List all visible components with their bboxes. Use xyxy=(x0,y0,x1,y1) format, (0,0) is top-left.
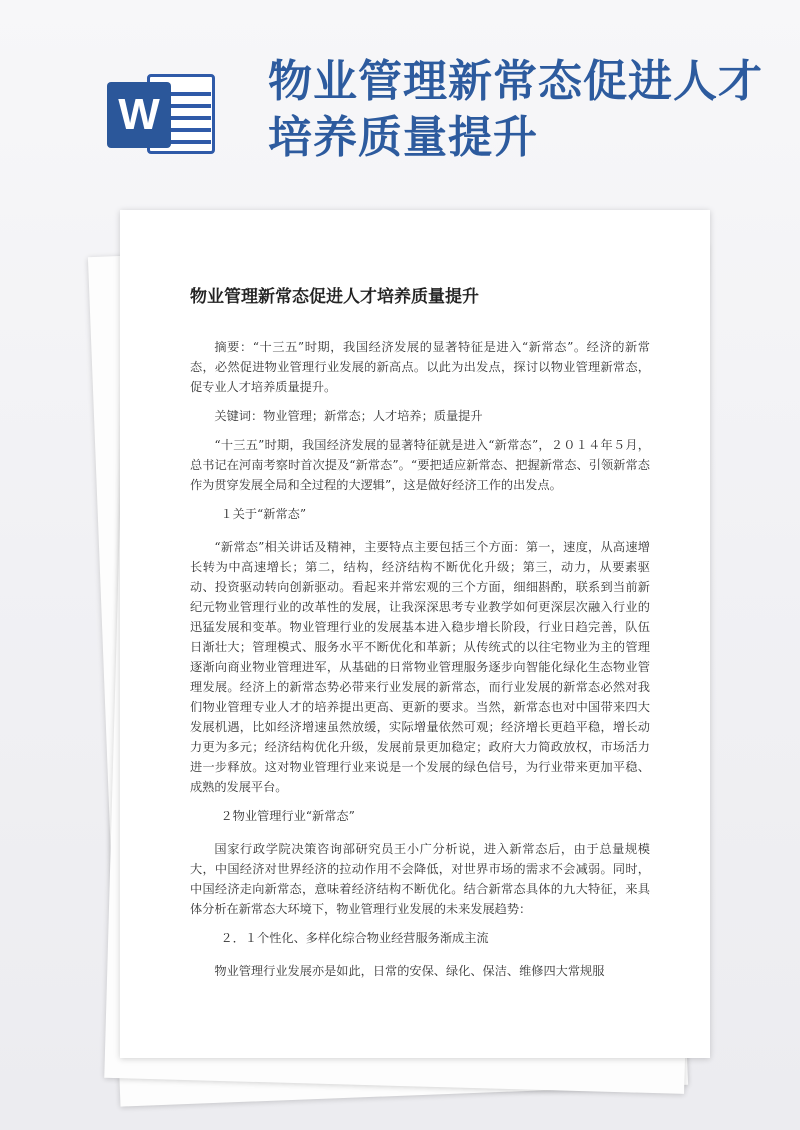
word-logo-icon xyxy=(107,66,219,162)
intro-paragraph: “十三五”时期，我国经济发展的显著特征就是进入“新常态”，２０１４年５月，总书记在河南考察时首次提及“新常态”。“要把适应新常态、把握新常态、引领新常态作为贯穿发展全局和全过程的大逻辑”，这是做好经济工作的出发点。 xyxy=(190,438,650,492)
section-paragraph: 物业管理行业发展亦是如此，日常的安保、绿化、保洁、维修四大常规服 xyxy=(214,964,605,978)
section-paragraph: 国家行政学院决策咨询部研究员王小广分析说，进入新常态后，由于总量规模大，中国经济对世界经济的拉动作用不会降低，对世界市场的需求不会减弱。同时，中国经济走向新常态，意味着经济结构不断优化。结合新常态具体的九大特征，来具体分析在新常态大环境下，物业管理行业发展的未来发展趋势： xyxy=(190,842,650,916)
section-heading: ２物业管理行业“新常态” xyxy=(220,809,355,823)
abstract-paragraph: 摘要：“十三五”时期，我国经济发展的显著特征是进入“新常态”。经济的新常态，必然促进物业管理行业发展的新高点。以此为出发点，探讨以物业管理新常态，促专业人才培养质量提升。 xyxy=(190,340,650,394)
keywords-paragraph: 关键词：物业管理；新常态；人才培养；质量提升 xyxy=(214,409,483,423)
section-heading: １关于“新常态” xyxy=(220,507,307,521)
section-paragraph: “新常态”相关讲话及精神，主要特点主要包括三个方面：第一，速度，从高速增长转为中高速增长；第二，结构，经济结构不断优化升级；第三，动力，从要素驱动、投资驱动转向创新驱动。看起来并常宏观的三个方面，细细斟酌，联系到当前新纪元物业管理行业的改革性的发展，让我深深思考专业教学如何更深层次融入行业的迅猛发展和变革。物业管理行业的发展基本进入稳步增长阶段，行业日趋完善，队伍日渐壮大；管理模式、服务水平不断优化和革新；从传统式的以往宅物业为主的管理逐渐向商业物业管理进军，从基础的日常物业管理服务逐步向智能化绿化生态物业管理发展。经济上的新常态势必带来行业发展的新常态，而行业发展的新常态必然对我们物业管理专业人才的培养提出更高、更新的要求。当然，新常态也对中国带来四大发展机遇，比如经济增速虽然放缓，实际增量依然可观；经济增长更趋平稳，增长动力更为多元；经济结构优化升级，发展前景更加稳定；政府大力简政放权，市场活力进一步释放。这对物业管理行业来说是一个发展的绿色信号，为行业带来更加平稳、成熟的发展平台。 xyxy=(190,540,650,794)
document-body xyxy=(190,285,650,990)
document-title: 物业管理新常态促进人才培养质量提升 xyxy=(190,287,479,307)
page-title: 物业管理新常态促进人才培养质量提升 xyxy=(268,56,763,163)
subsection-heading: ２．１个性化、多样化综合物业经营服务渐成主流 xyxy=(220,931,489,945)
word-badge: W xyxy=(107,82,171,148)
